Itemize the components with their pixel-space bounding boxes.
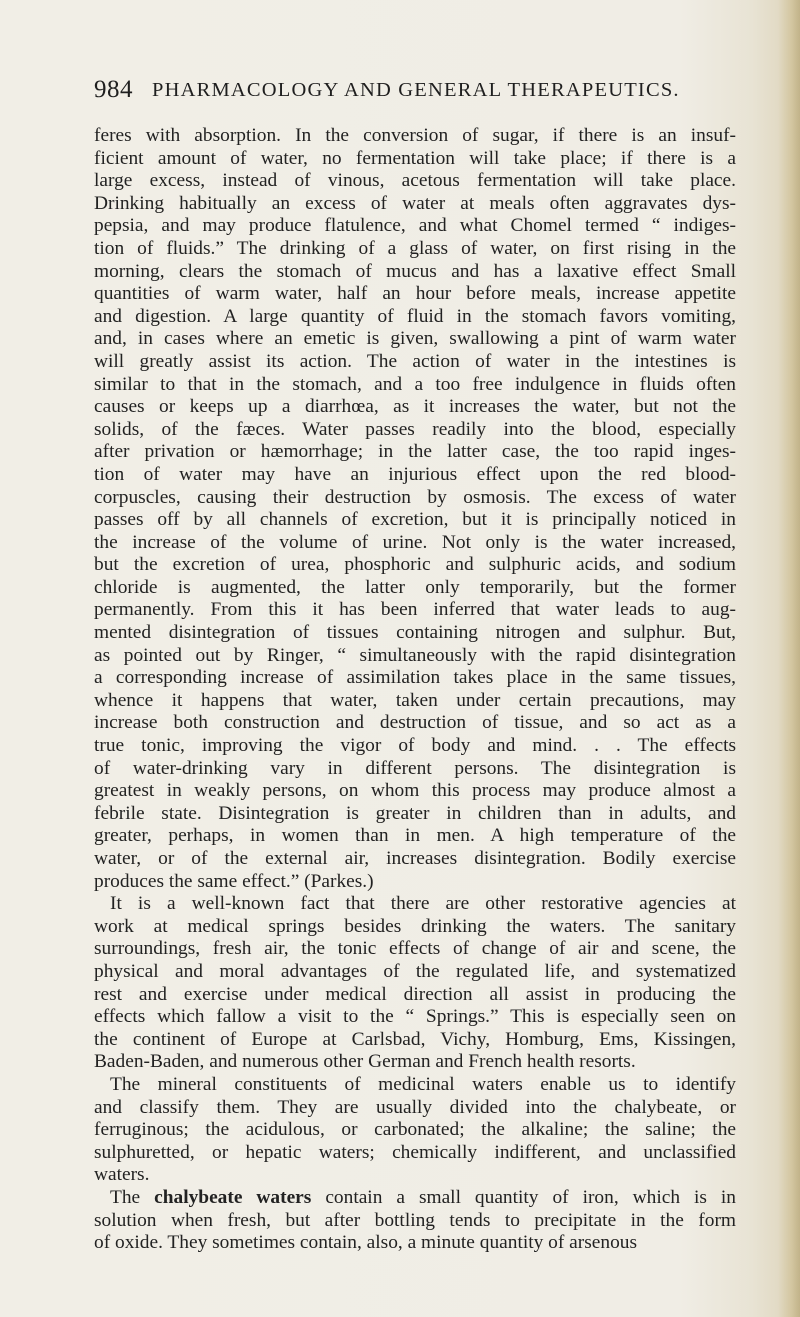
text-line: whence it happens that water, taken under certain precautions, may	[94, 689, 736, 711]
paragraph-end-line: Baden-Baden, and numerous other German and French health resorts.	[94, 1051, 636, 1073]
text-line: the increase of the volume of urine. Not only is the water increased,	[94, 531, 736, 553]
text-line: of water-drinking vary in different persons. The disintegration is	[94, 757, 736, 779]
text-line: sulphuretted, or hepatic waters; chemically indifferent, and unclassified	[94, 1141, 736, 1163]
running-head: PHARMACOLOGY AND GENERAL THERAPEUTICS.	[152, 79, 680, 101]
text-line: but the excretion of urea, phosphoric and sulphuric acids, and sodium	[94, 554, 736, 576]
text-line: large excess, instead of vinous, acetous fermentation will take place.	[94, 170, 736, 192]
text-line: tion of fluids.” The drinking of a glass of water, on first rising in the	[94, 237, 736, 259]
page-header	[94, 76, 734, 110]
paragraph-end-line: waters.	[94, 1164, 150, 1186]
text-line: physical and moral advantages of the regulated life, and systematized	[94, 960, 736, 982]
text-line: ficient amount of water, no fermentation will take place; if there is a	[94, 147, 736, 169]
text-line: and, in cases where an emetic is given, swallowing a pint of warm water	[94, 328, 736, 350]
text-line: the continent of Europe at Carlsbad, Vichy, Homburg, Ems, Kissingen,	[94, 1028, 736, 1050]
page-edge-shading	[778, 0, 800, 1317]
text-line: similar to that in the stomach, and a too free indulgence in fluids often	[94, 373, 736, 395]
text-line: rest and exercise under medical direction all assist in producing the	[94, 983, 736, 1005]
text-line: ferruginous; the acidulous, or carbonated; the alkaline; the saline; the	[94, 1119, 736, 1141]
text-line: of oxide. They sometimes contain, also, a minute quantity of arsenous	[94, 1232, 638, 1254]
page-number: 984	[94, 76, 133, 103]
line-suffix: contain a small quantity of iron, which is in	[311, 1186, 736, 1208]
text-line: febrile state. Disintegration is greater in children than in adults, and	[94, 802, 736, 824]
text-line: quantities of warm water, half an hour before meals, increase appetite	[94, 283, 736, 305]
text-line: solution when fresh, but after bottling tends to precipitate in the form	[94, 1209, 736, 1231]
paragraph-end-line: produces the same effect.” (Parkes.)	[94, 870, 374, 892]
text-line: feres with absorption. In the conversion of sugar, if there is an insuf-	[94, 125, 736, 146]
text-line: It is a well-known fact that there are other restorative agencies at	[110, 893, 736, 915]
text-line: effects which fallow a visit to the “ Springs.” This is especially seen on	[94, 1006, 736, 1028]
text-line: as pointed out by Ringer, “ simultaneously with the rapid disintegration	[94, 644, 736, 666]
text-line: and digestion. A large quantity of fluid in the stomach favors vomiting,	[94, 305, 736, 327]
text-line: greater, perhaps, in women than in men. A high temperature of the	[94, 825, 736, 847]
text-line: permanently. From this it has been inferred that water leads to aug-	[94, 599, 736, 621]
text-line: morning, clears the stomach of mucus and has a laxative effect Small	[94, 260, 736, 282]
text-line: corpuscles, causing their destruction by osmosis. The excess of water	[94, 486, 736, 508]
text-line: after privation or hæmorrhage; in the latter case, the too rapid inges-	[94, 441, 736, 463]
text-line: and classify them. They are usually divided into the chalybeate, or	[94, 1096, 736, 1118]
text-line: greatest in weakly persons, on whom this process may produce almost a	[94, 780, 736, 802]
text-line: Drinking habitually an excess of water at meals often aggravates dys-	[94, 192, 736, 214]
text-line: pepsia, and may produce flatulence, and what Chomel termed “ indiges-	[94, 215, 736, 237]
text-line-with-bold-term	[94, 1187, 736, 1210]
text-line: true tonic, improving the vigor of body and mind. . . The effects	[94, 735, 736, 757]
text-line: water, or of the external air, increases disintegration. Bodily exercise	[94, 848, 736, 869]
text-line: a corresponding increase of assimilation takes place in the same tissues,	[94, 667, 736, 689]
line-prefix: The	[110, 1186, 155, 1208]
text-line: passes off by all channels of excretion, but it is principally noticed in	[94, 509, 736, 531]
text-line: mented disintegration of tissues containing nitrogen and sulphur. But,	[94, 622, 736, 644]
text-line: increase both construction and destruction of tissue, and so act as a	[94, 712, 736, 734]
text-line: The mineral constituents of medicinal waters enable us to identify	[110, 1073, 736, 1095]
text-line: causes or keeps up a diarrhœa, as it increases the water, but not the	[94, 396, 736, 418]
bold-term-chalybeate-waters: chalybeate waters	[154, 1186, 312, 1208]
text-line: solids, of the fæces. Water passes readily into the blood, especially	[94, 418, 736, 440]
text-line: chloride is augmented, the latter only temporarily, but the former	[94, 576, 736, 598]
body-text	[94, 125, 736, 1255]
text-line: work at medical springs besides drinking the waters. The sanitary	[94, 915, 736, 937]
text-line: will greatly assist its action. The action of water in the intestines is	[94, 350, 736, 372]
text-line: surroundings, fresh air, the tonic effects of change of air and scene, the	[94, 938, 736, 960]
text-line: tion of water may have an injurious effect upon the red blood-	[94, 463, 736, 485]
